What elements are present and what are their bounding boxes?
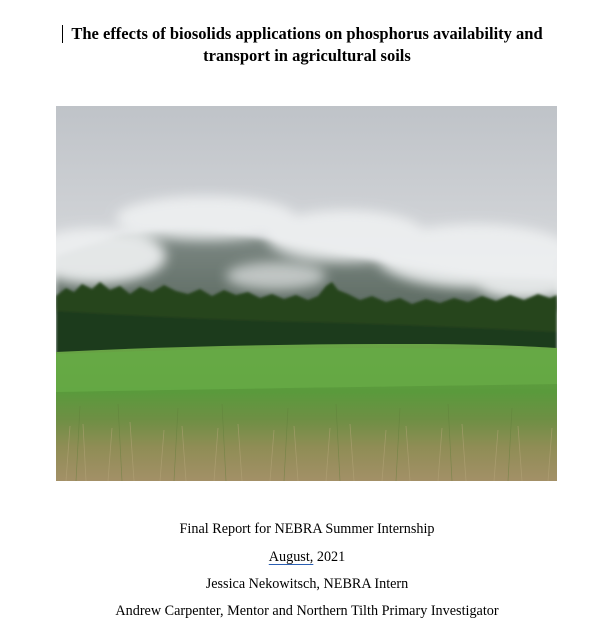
report-date	[40, 548, 574, 566]
date-year: 2021	[313, 549, 346, 565]
report-line: Final Report for NEBRA Summer Internship	[179, 521, 435, 537]
mentor-line: Andrew Carpenter, Mentor and Northern Tilth Primary Investigator	[115, 603, 499, 619]
document-title: The effects of biosolids applications on phosphorus availability and transport in agricultural soils	[71, 24, 543, 65]
date-month: August,	[268, 549, 314, 565]
landscape-photo	[56, 106, 557, 481]
author-line: Jessica Nekowitsch, NEBRA Intern	[205, 576, 409, 592]
